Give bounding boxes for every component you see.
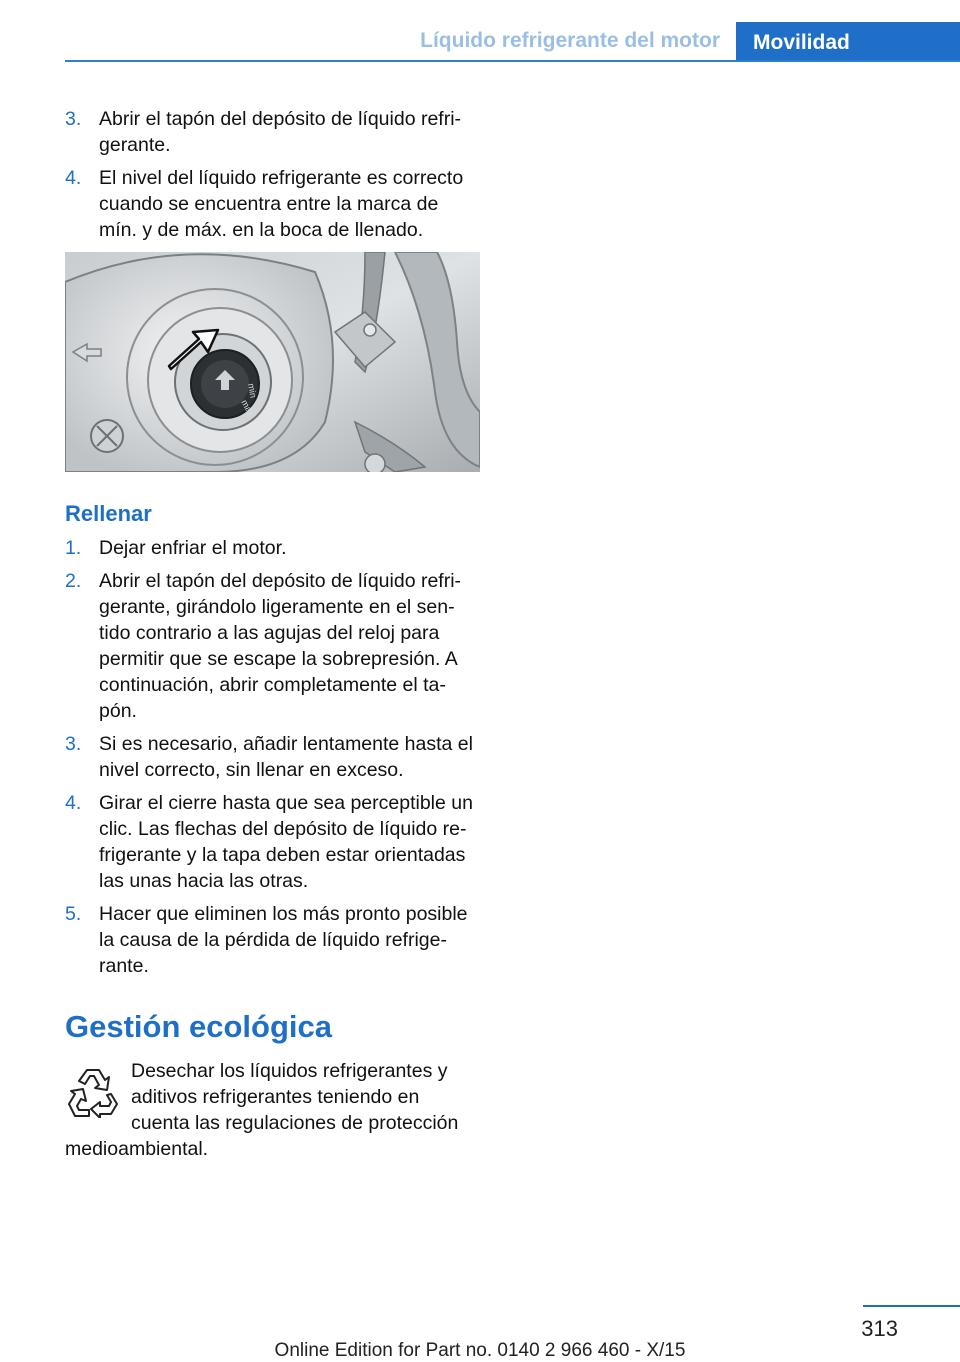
chapter-tab: Movilidad <box>736 22 960 62</box>
eco-text-line: Desechar los líquidos refrigerantes y <box>131 1060 448 1082</box>
step-number: 5. <box>65 903 82 925</box>
steps-top <box>65 106 480 250</box>
list-item <box>65 165 480 243</box>
eco-paragraph <box>65 1058 480 1162</box>
section-heading-gestion-ecologica: Gestión ecológica <box>65 1009 333 1044</box>
step-number: 4. <box>65 167 82 189</box>
page-number-rule <box>863 1305 960 1307</box>
step-number: 3. <box>65 108 82 130</box>
cap-label-min: min <box>246 382 259 399</box>
eco-text-line: aditivos refrigerantes teniendo en <box>131 1086 420 1108</box>
edition-footer: Online Edition for Part no. 0140 2 966 460 - X/15 <box>274 1340 686 1361</box>
list-item <box>65 535 480 561</box>
coolant-reservoir-illustration <box>65 252 480 472</box>
running-header-title: Líquido refrigerante del motor <box>420 29 720 52</box>
step-text: Dejar enfriar el motor. <box>99 537 287 559</box>
step-text: Hacer que eliminen los más pronto posible la causa de la pérdida de líquido refrige‐rante. <box>99 903 468 977</box>
eco-text-line: cuenta las regulaciones de protección <box>131 1112 459 1134</box>
step-number: 1. <box>65 537 82 559</box>
step-text: Abrir el tapón del depósito de líquido refri‐gerante, girándolo ligeramente en el sen‐tido contrario a las agujas del reloj para permitir que se escape la sobrepresión. A continuación, abrir completamente el ta‐pón. <box>99 570 462 722</box>
list-item <box>65 106 480 158</box>
step-text: Girar el cierre hasta que sea perceptible un clic. Las flechas del depósito de líquido re‐frigerante y la tapa deben estar orientadas las unas hacia las otras. <box>99 792 473 892</box>
step-number: 2. <box>65 570 82 592</box>
cap-label-max: max <box>239 398 257 418</box>
page-number: 313 <box>861 1316 898 1341</box>
refill-steps <box>65 535 480 986</box>
eco-text-line: medioambiental. <box>65 1138 209 1160</box>
header-rule <box>65 60 960 62</box>
step-text: Abrir el tapón del depósito de líquido refri‐gerante. <box>99 108 462 156</box>
list-item <box>65 568 480 724</box>
step-number: 4. <box>65 792 82 814</box>
step-text: El nivel del líquido refrigerante es correcto cuando se encuentra entre la marca de mín. y de máx. en la boca de llenado. <box>99 167 464 241</box>
list-item <box>65 790 480 894</box>
step-number: 3. <box>65 733 82 755</box>
section-heading-rellenar: Rellenar <box>65 501 152 526</box>
step-text: Si es necesario, añadir lentamente hasta el nivel correcto, sin llenar en exceso. <box>99 733 473 781</box>
list-item <box>65 731 480 783</box>
list-item <box>65 901 480 979</box>
